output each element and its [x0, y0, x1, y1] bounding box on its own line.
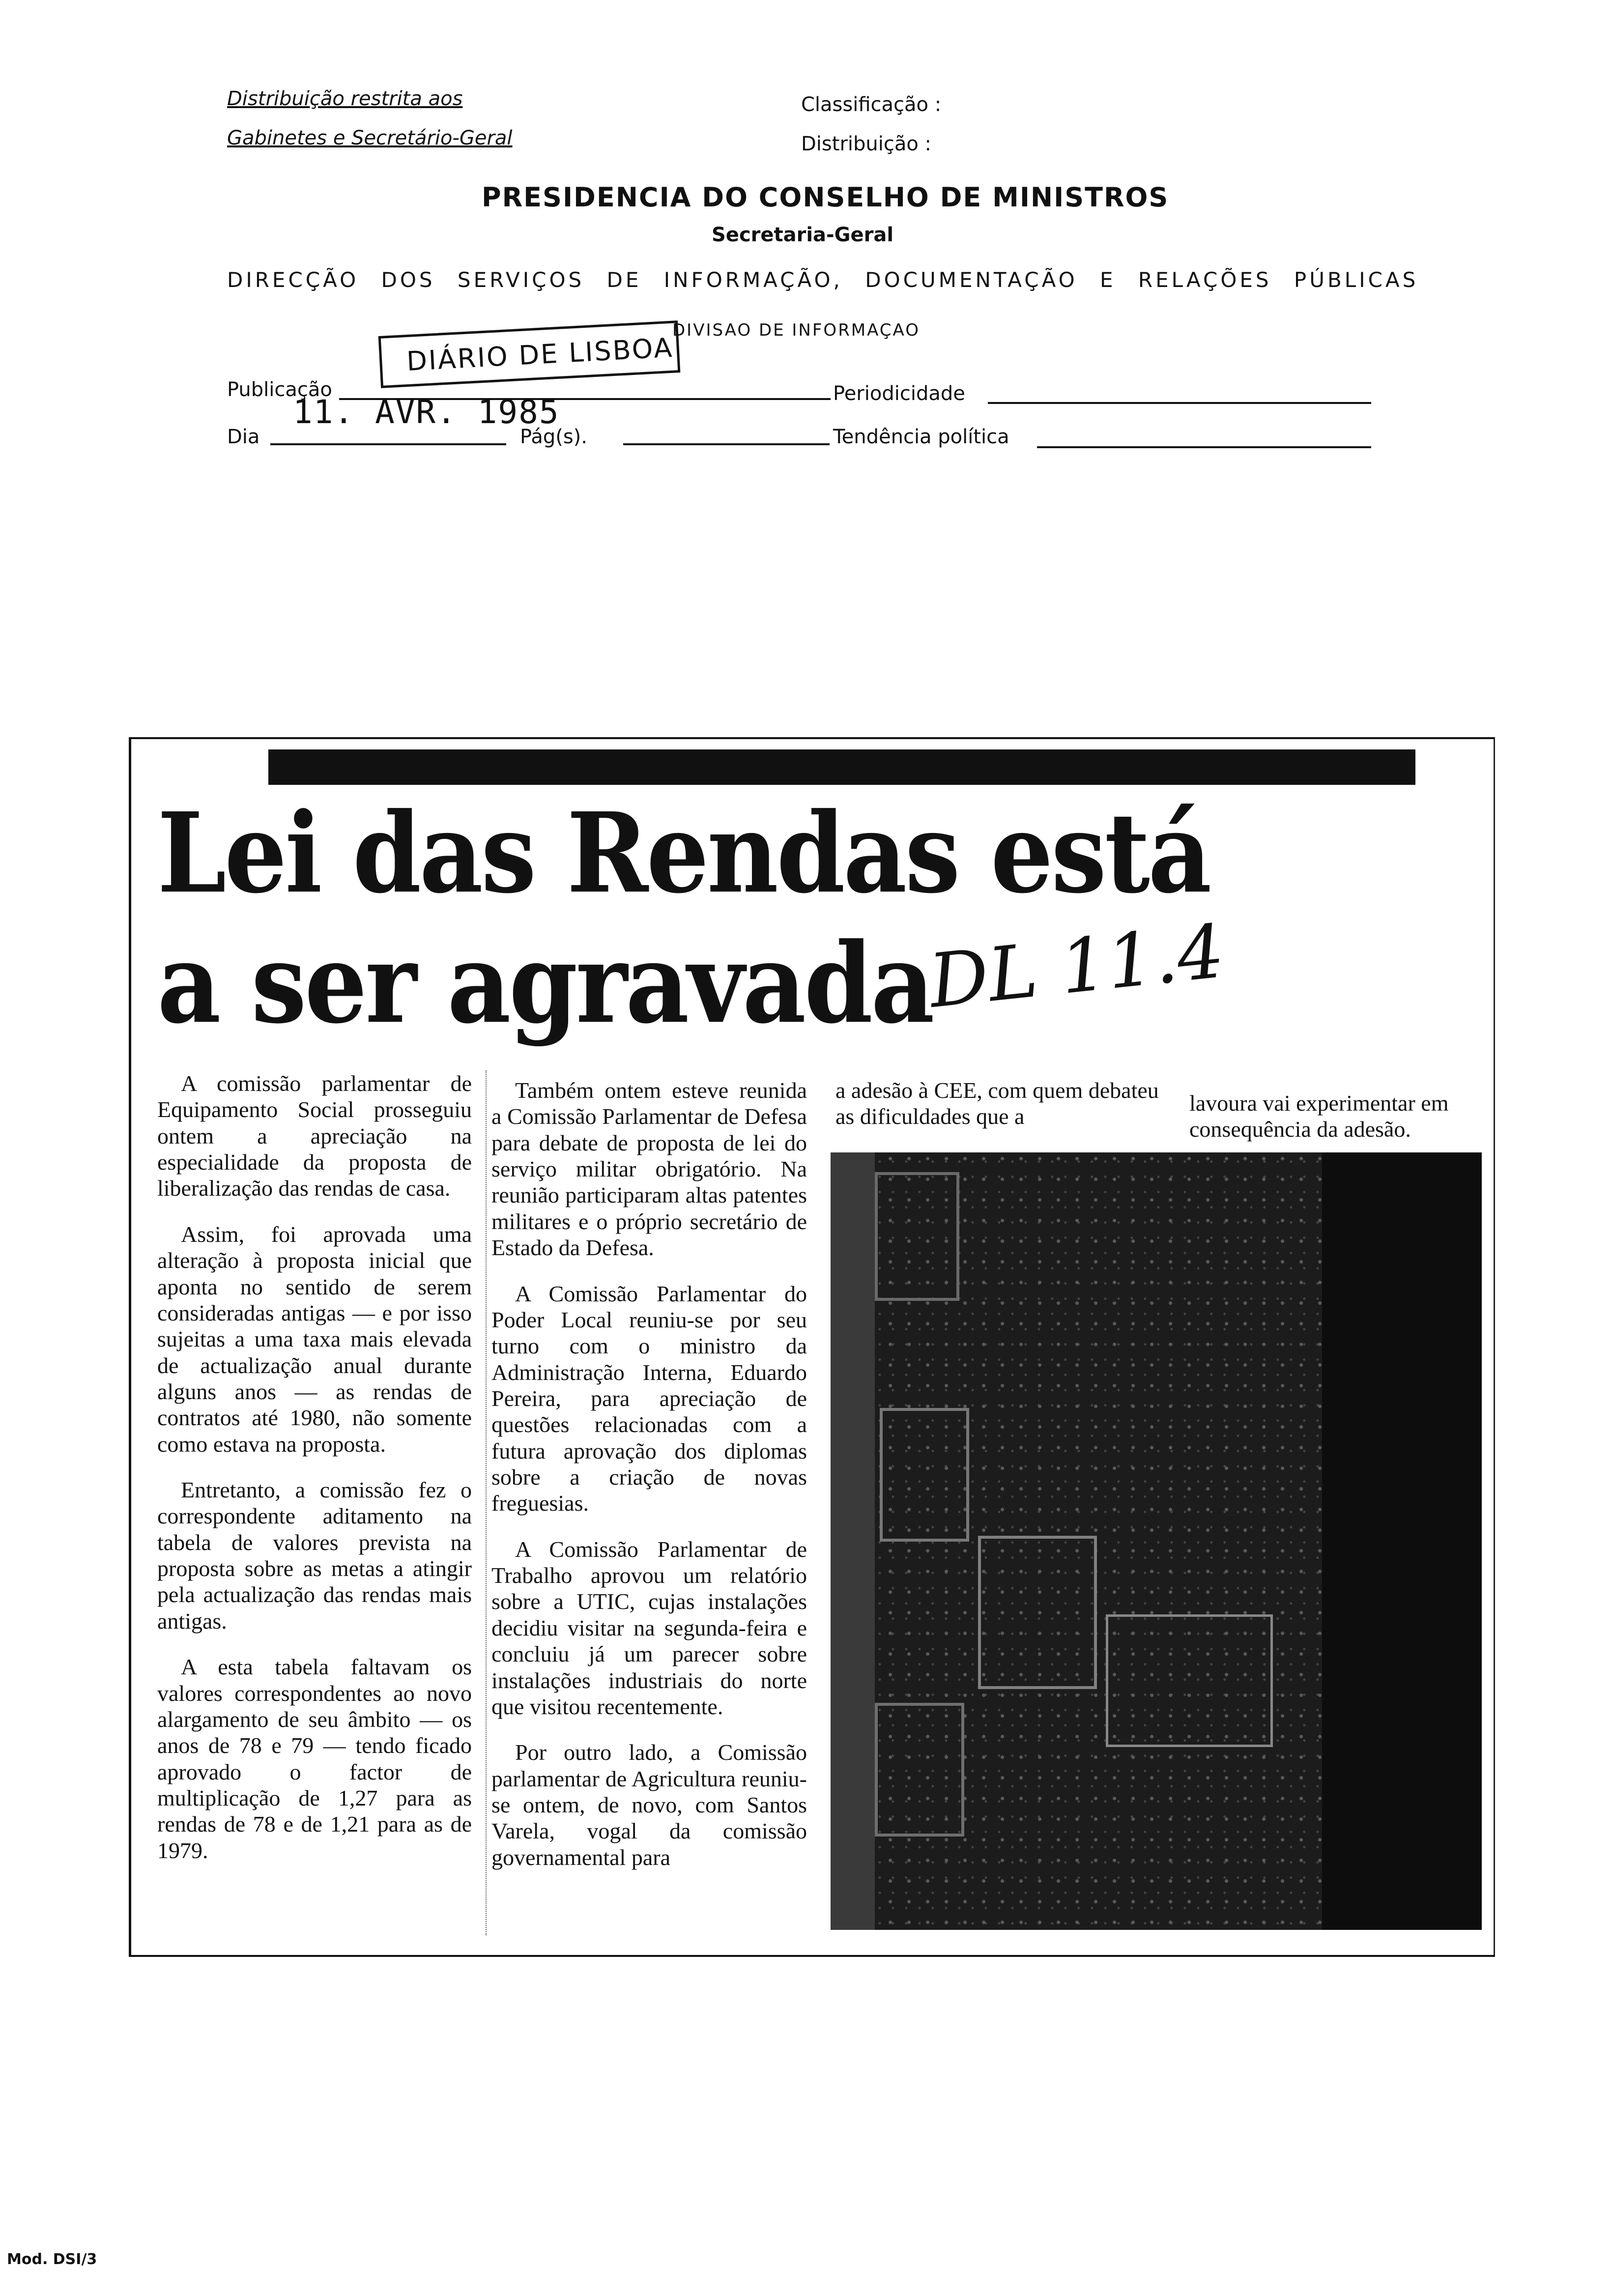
- photo-wall-strip: [831, 1152, 875, 1930]
- pages-label: Pág(s).: [520, 426, 587, 448]
- form-code: Mod. DSI/3: [7, 2251, 97, 2268]
- col1-paragraph-3: Entretanto, a comissão fez o correspondente aditamento na tabela de valores prevista na proposta sobre as metas a atingir pela actualização das rendas mais antigas.: [157, 1477, 472, 1634]
- col1-paragraph-4: A esta tabela faltavam os valores correspondentes ao novo alargamento de seu âmbito — os anos de 78 e 79 — tendo ficado aprovado o factor de multiplicação de 1,27 para as rendas de 78 e de 1,21 para as de 1979.: [157, 1654, 472, 1863]
- article-column-2: [491, 1077, 807, 1890]
- article-column-4-top: lavoura vai experimentar em consequência da adesão.: [1189, 1091, 1449, 1142]
- stamp-publication-name: DIÁRIO DE LISBOA: [405, 332, 674, 377]
- col1-paragraph-1: A comissão parlamentar de Equipamento Social prosseguiu ontem a apreciação na especialidade da proposta de liberalização das rendas de casa.: [157, 1071, 472, 1201]
- periodicity-line: [988, 402, 1371, 404]
- photo-window-5: [875, 1703, 964, 1837]
- day-line: [270, 443, 506, 445]
- col2-paragraph-1: Também ontem esteve reunida a Comissão Parlamentar de Defesa para debate de proposta de lei do serviço militar obrigatório. Na reunião participaram altas patentes militares e o próprio secretário de Estado da Defesa.: [491, 1078, 807, 1261]
- classification-label: Classificação :: [801, 93, 942, 116]
- photo-window-3: [978, 1536, 1097, 1689]
- article-column-1: [157, 1070, 472, 1883]
- publication-stamp: [378, 320, 681, 388]
- division-label: DIVISAO DE INFORMAÇAO: [672, 320, 920, 340]
- periodicity-label: Periodicidade: [833, 382, 965, 405]
- photo-window-1: [875, 1172, 959, 1301]
- political-tendency-line: [1037, 446, 1371, 448]
- headline-bar: [268, 749, 1415, 785]
- col2-paragraph-2: A Comissão Parlamentar do Poder Local reuniu-se por seu turno com o ministro da Administração Interna, Eduardo Pereira, para apreciação de questões relacionadas com a futura aprovação dos diplomas sobre a criação de novas freguesias.: [491, 1281, 807, 1516]
- distribution-label: Distribuição :: [801, 133, 932, 155]
- headline-line1: Lei das Rendas está: [157, 788, 1210, 918]
- restricted-distribution-line1: Distribuição restrita aos: [227, 87, 463, 110]
- photo-window-4: [1106, 1614, 1273, 1747]
- headline-line2: a ser agravada: [157, 918, 933, 1049]
- political-tendency-label: Tendência política: [833, 426, 1009, 448]
- publication-label: Publicação: [227, 378, 332, 401]
- article-column-3-top: a adesão à CEE, com quem debateu as dificuldades que a: [835, 1078, 1159, 1129]
- org-subtitle: Secretaria-Geral: [712, 224, 894, 246]
- handwritten-note: DL 11.4: [925, 909, 1228, 1025]
- article-photo: [831, 1152, 1482, 1930]
- direction-line: DIRECÇÃO DOS SERVIÇOS DE INFORMAÇÃO, DOCUMENTAÇÃO E RELAÇÕES PÚBLICAS: [227, 268, 1419, 292]
- col2-paragraph-3: A Comissão Parlamentar de Trabalho aprovou um relatório sobre a UTIC, cujas instalações decidiu visitar na segunda-feira e concluiu já um parecer sobre instalações industriais do norte que visitou recentemente.: [491, 1536, 807, 1719]
- restricted-distribution-line2: Gabinetes e Secretário-Geral: [227, 127, 513, 149]
- date-stamp: 11. AVR. 1985: [293, 393, 560, 431]
- org-title: PRESIDENCIA DO CONSELHO DE MINISTROS: [482, 182, 1169, 213]
- col1-paragraph-2: Assim, foi aprovada uma alteração à proposta inicial que aponta no sentido de serem consideradas antigas — e por isso sujeitas a uma taxa mais elevada de actualização anual durante alguns anos — as rendas de contratos até 1980, não somente como estava na proposta.: [157, 1221, 472, 1457]
- column-divider-1: [486, 1070, 487, 1935]
- photo-right-shadow: [1322, 1152, 1482, 1930]
- photo-window-2: [880, 1408, 969, 1542]
- col2-paragraph-4: Por outro lado, a Comissão parlamentar de Agricultura reuniu-se ontem, de novo, com Santos Varela, vogal da comissão governamental para: [491, 1740, 807, 1870]
- pages-line: [623, 443, 830, 445]
- day-label: Dia: [227, 426, 260, 448]
